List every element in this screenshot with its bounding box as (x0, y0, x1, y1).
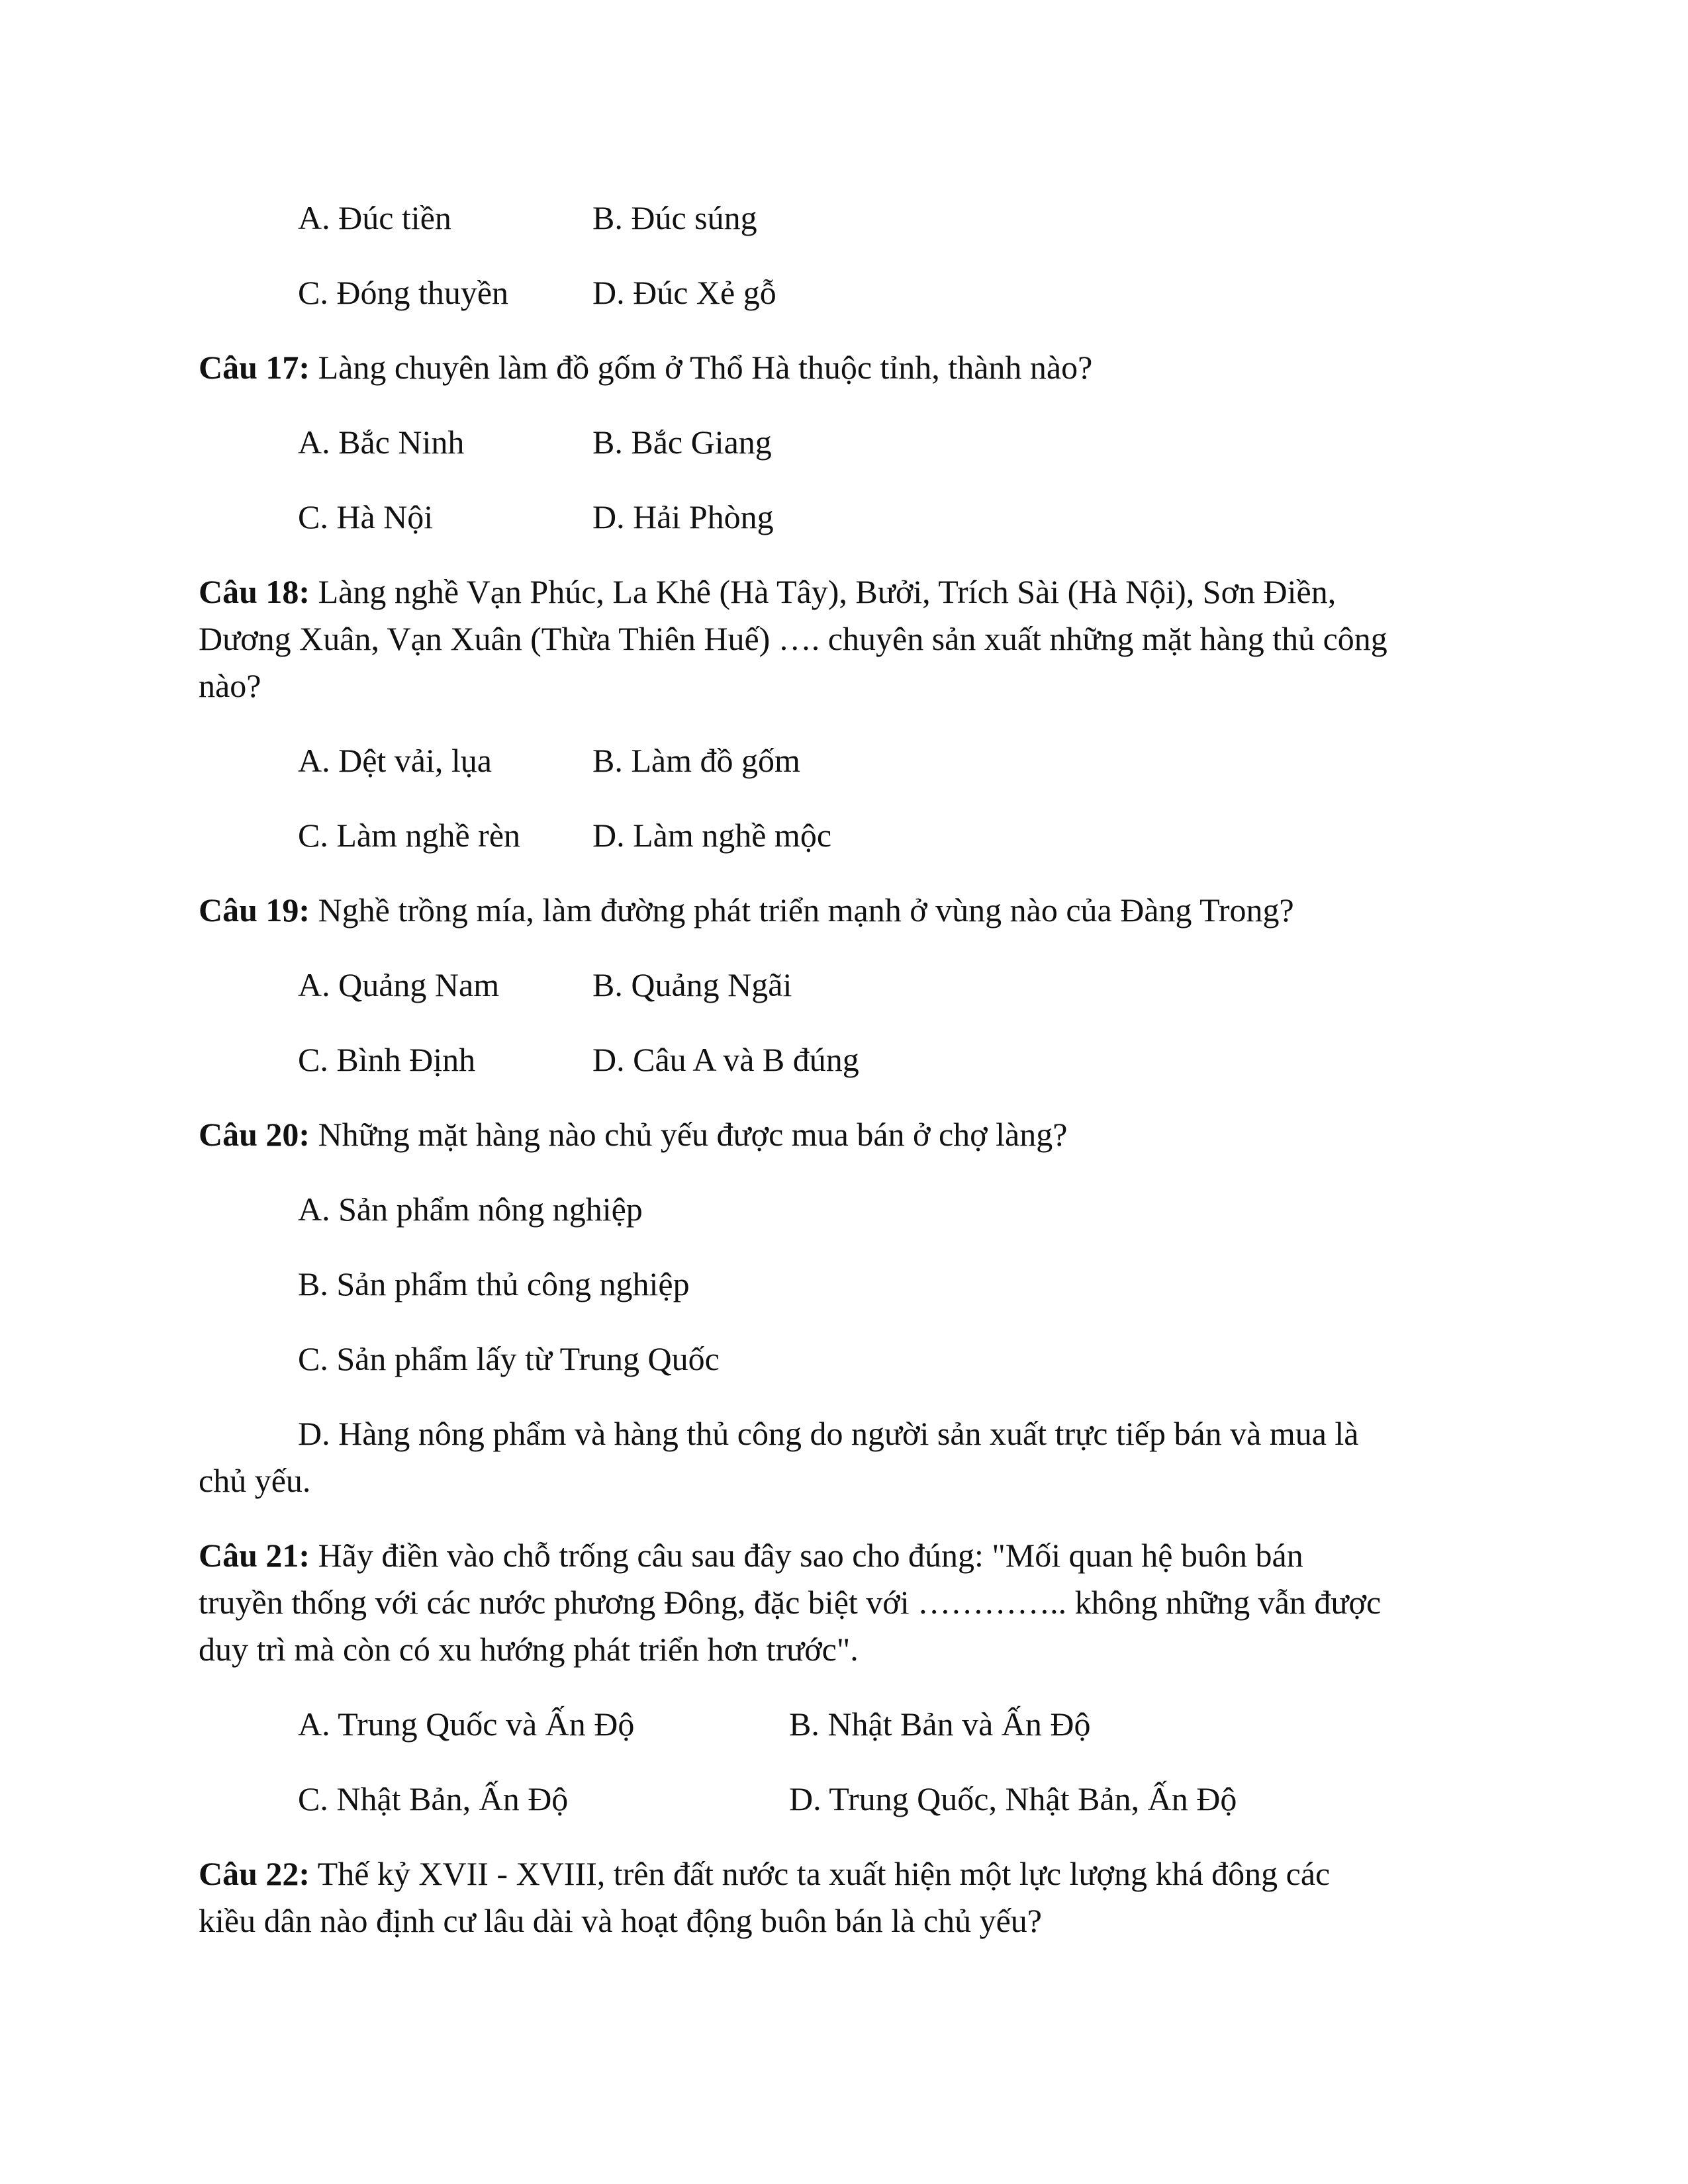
q20-question (199, 1115, 1067, 1154)
q19-option-d: D. Câu A và B đúng (592, 1041, 859, 1078)
q21-question-line-3: duy trì mà còn có xu hướng phát triển hơn trước". (199, 1631, 859, 1668)
q18-question-line-1 (199, 572, 1336, 612)
q19-question (199, 890, 1294, 930)
q21-question-line-2: truyền thống với các nước phương Đông, đặc biệt với ………….. không những vẫn được (199, 1584, 1382, 1621)
q21-option-b: B. Nhật Bản và Ấn Độ (789, 1706, 1091, 1743)
q21-label: Câu 21: (199, 1537, 310, 1574)
q21-text-1: Hãy điền vào chỗ trống câu sau đây sao cho đúng: "Mối quan hệ buôn bán (310, 1537, 1303, 1574)
q18-option-b: B. Làm đồ gốm (592, 742, 800, 779)
q17-text: Làng chuyên làm đồ gốm ở Thổ Hà thuộc tỉnh, thành nào? (310, 349, 1093, 386)
q18-question-line-2: Dương Xuân, Vạn Xuân (Thừa Thiên Huế) …. chuyên sản xuất những mặt hàng thủ công (199, 620, 1387, 657)
q18-option-c: C. Làm nghề rèn (298, 817, 521, 854)
q17-option-b: B. Bắc Giang (592, 424, 772, 461)
q20-option-a: A. Sản phẩm nông nghiệp (298, 1191, 643, 1228)
q21-option-a: A. Trung Quốc và Ấn Độ (298, 1706, 635, 1743)
q18-question-line-3: nào? (199, 667, 261, 704)
q21-option-c: C. Nhật Bản, Ấn Độ (298, 1780, 569, 1817)
q22-question-line-2: kiều dân nào định cư lâu dài và hoạt động buôn bán là chủ yếu? (199, 1902, 1042, 1939)
q20-option-b: B. Sản phẩm thủ công nghiệp (298, 1265, 690, 1302)
q20-option-c: C. Sản phẩm lấy từ Trung Quốc (298, 1340, 720, 1377)
q22-text-1: Thế kỷ XVII - XVIII, trên đất nước ta xuất hiện một lực lượng khá đông các (310, 1855, 1331, 1892)
q16-option-c: C. Đóng thuyền (298, 274, 509, 311)
q19-label: Câu 19: (199, 891, 310, 929)
q20-label: Câu 20: (199, 1116, 310, 1153)
q16-option-d: D. Đúc Xẻ gỗ (592, 274, 776, 311)
q20-option-d-line-1: D. Hàng nông phẩm và hàng thủ công do người sản xuất trực tiếp bán và mua là (298, 1415, 1359, 1452)
q20-option-d-line-2: chủ yếu. (199, 1462, 311, 1499)
q19-text: Nghề trồng mía, làm đường phát triển mạnh ở vùng nào của Đàng Trong? (310, 891, 1294, 929)
q22-label: Câu 22: (199, 1855, 310, 1892)
q21-option-d: D. Trung Quốc, Nhật Bản, Ấn Độ (789, 1780, 1237, 1817)
q17-label: Câu 17: (199, 349, 310, 386)
q22-question-line-1 (199, 1854, 1330, 1893)
q19-option-b: B. Quảng Ngãi (592, 966, 792, 1003)
q17-option-c: C. Hà Nội (298, 498, 434, 535)
q17-question (199, 347, 1092, 387)
q18-text-1: Làng nghề Vạn Phúc, La Khê (Hà Tây), Bưởi, Trích Sài (Hà Nội), Sơn Điền, (310, 573, 1336, 610)
q16-option-a: A. Đúc tiền (298, 199, 451, 236)
q18-option-d: D. Làm nghề mộc (592, 817, 832, 854)
q16-option-b: B. Đúc súng (592, 199, 757, 236)
q18-option-a: A. Dệt vải, lụa (298, 742, 492, 779)
q17-option-d: D. Hải Phòng (592, 498, 774, 535)
q19-option-c: C. Bình Định (298, 1041, 476, 1078)
q20-text: Những mặt hàng nào chủ yếu được mua bán ở chợ làng? (310, 1116, 1068, 1153)
q21-question-line-1 (199, 1535, 1303, 1575)
q18-label: Câu 18: (199, 573, 310, 610)
q19-option-a: A. Quảng Nam (298, 966, 500, 1003)
q17-option-a: A. Bắc Ninh (298, 424, 465, 461)
